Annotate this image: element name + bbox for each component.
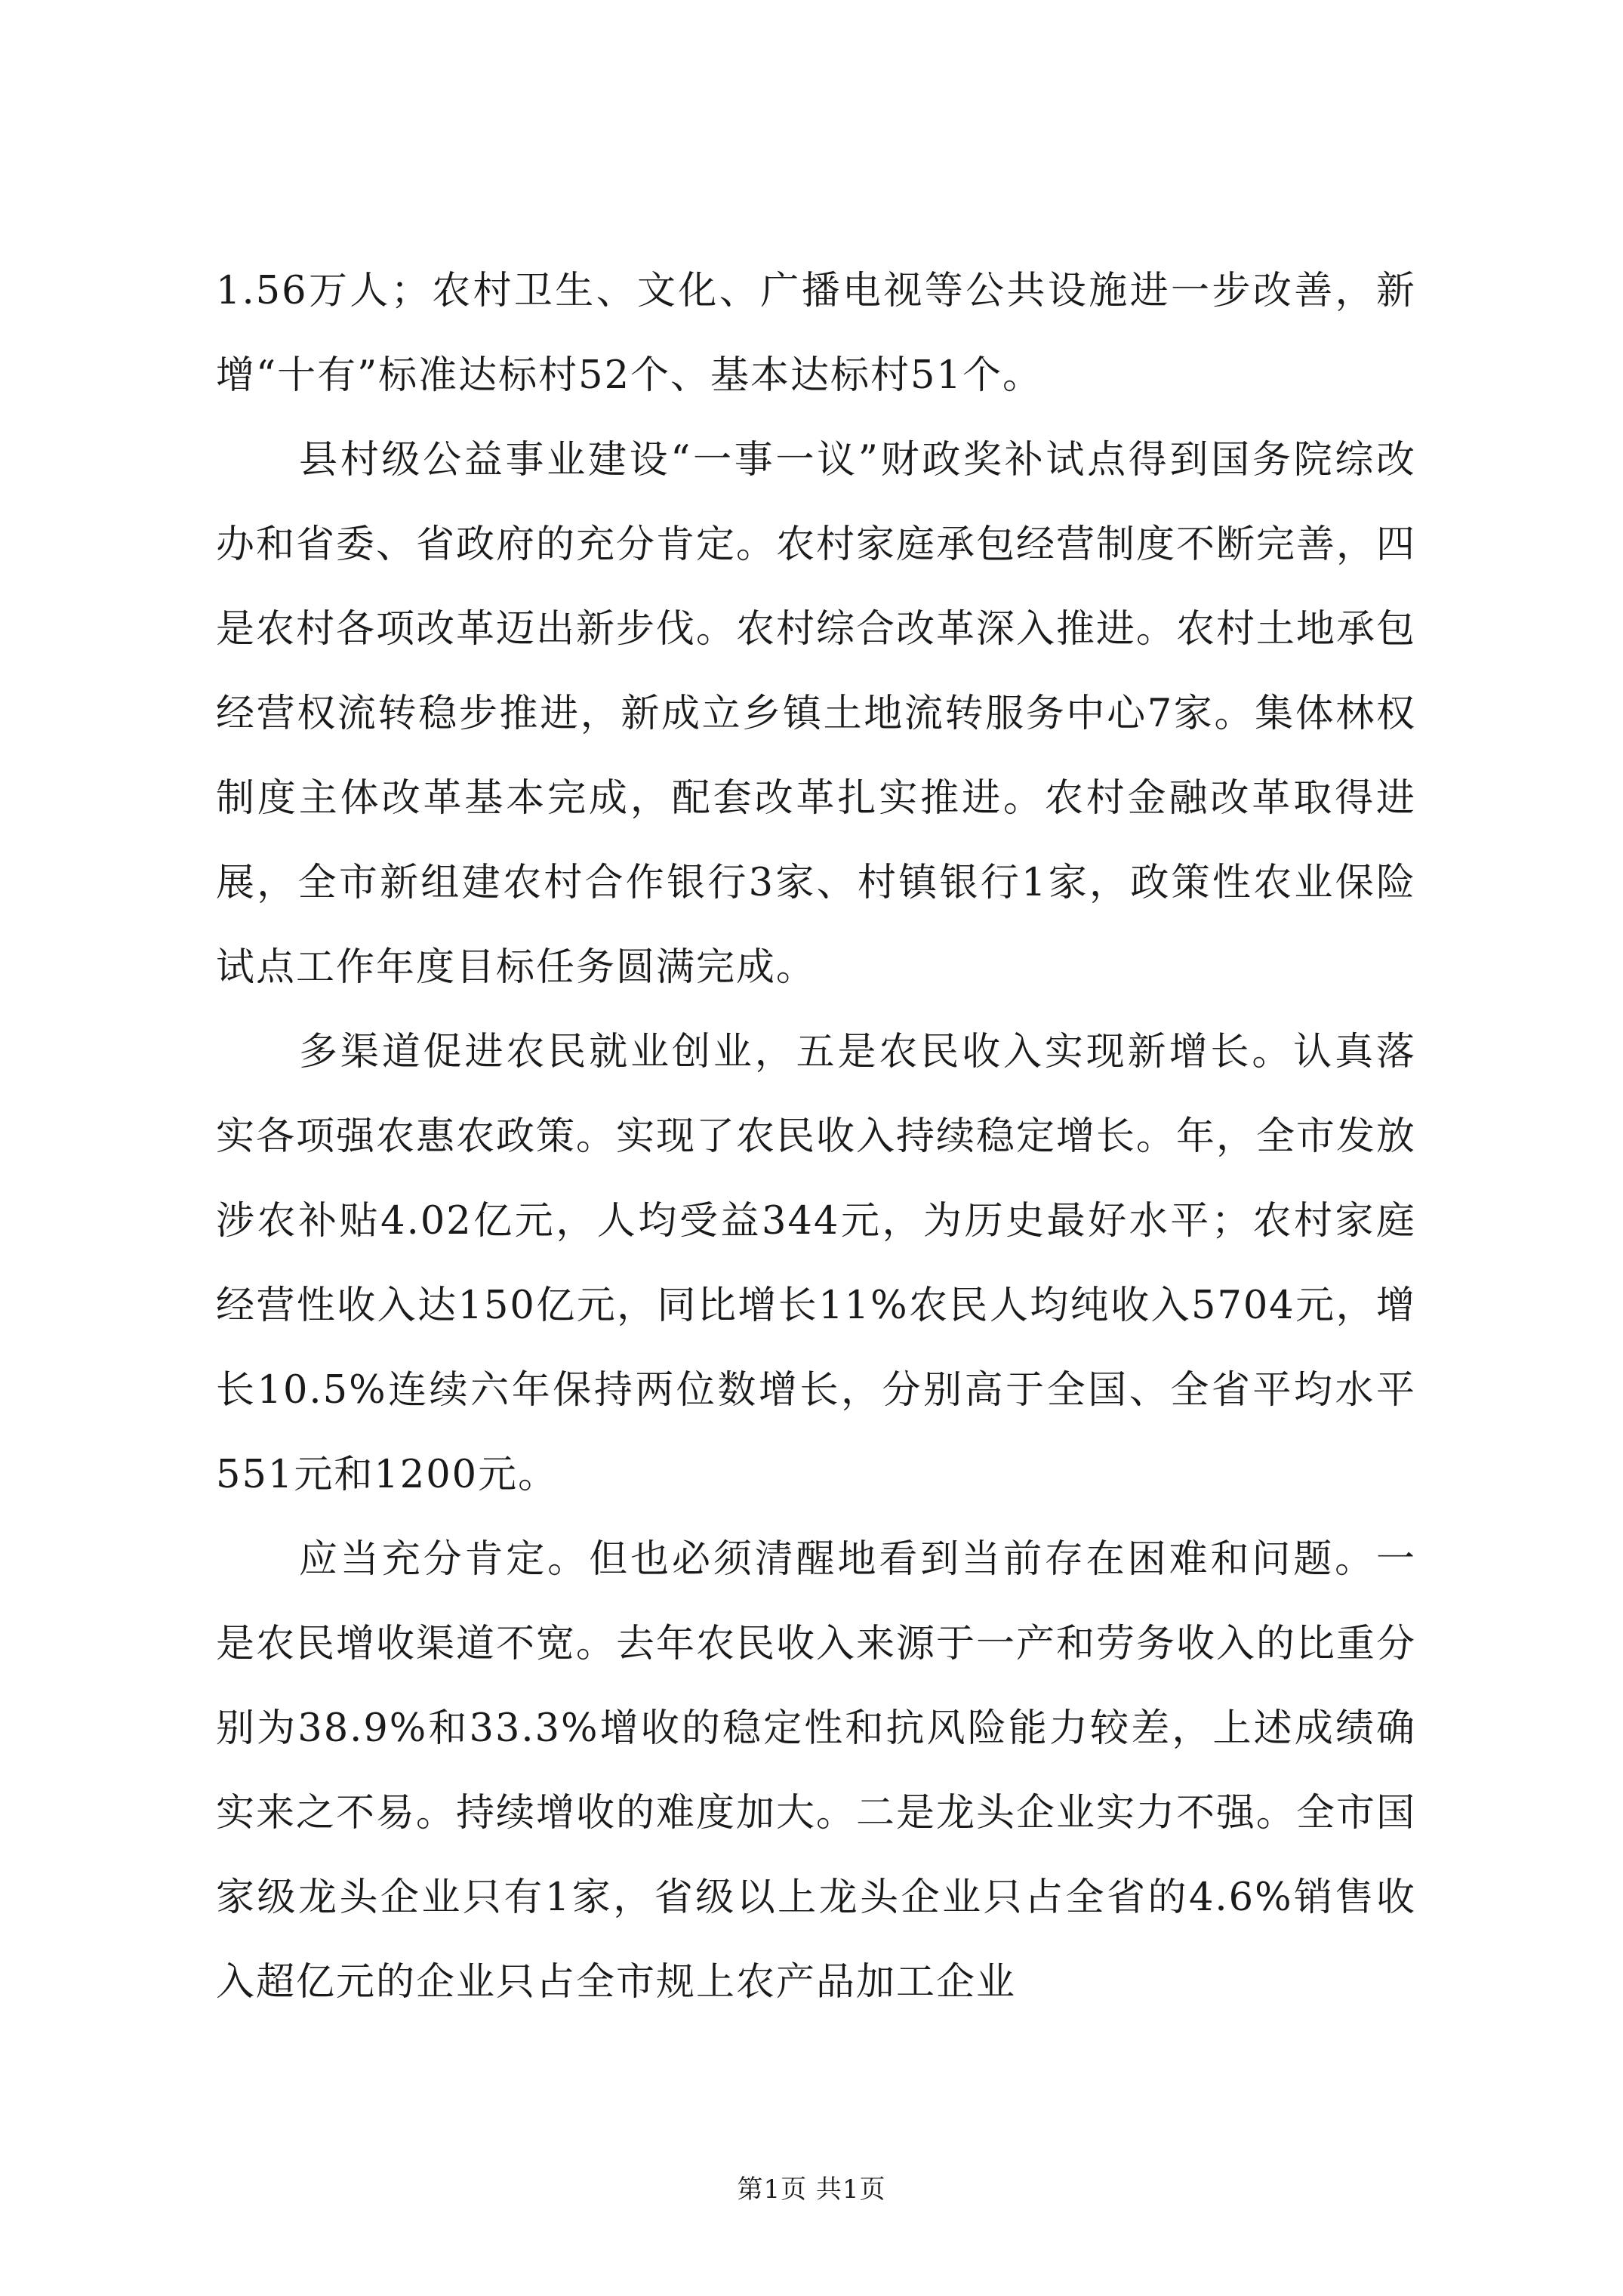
paragraph-continuation: 1.56万人；农村卫生、文化、广播电视等公共设施进一步改善，新增“十有”标准达标村52个、基本达标村51个。 <box>216 269 1416 398</box>
document-body <box>216 249 1416 2025</box>
paragraph-problems: 应当充分肯定。但也必须清醒地看到当前存在困难和问题。一是农民增收渠道不宽。去年农民收入来源于一产和劳务收入的比重分别为38.9%和33.3%增收的稳定性和抗风险能力较差，上述成绩确实来之不易。持续增收的难度加大。二是龙头企业实力不强。全市国家级龙头企业只有1家，省级以上龙头企业只占全省的4.6%销售收入超亿元的企业只占全市规上农产品加工企业 <box>216 1537 1417 2005</box>
page-footer: 第1页 共1页 <box>737 2174 886 2205</box>
paragraph-farmer-income: 多渠道促进农民就业创业，五是农民收入实现新增长。认真落实各项强农惠农政策。实现了农民收入持续稳定增长。年，全市发放涉农补贴4.02亿元，人均受益344元，为历史最好水平；农村家庭经营性收入达150亿元，同比增长11%农民人均纯收入5704元，增长10.5%连续六年保持两位数增长，分别高于全国、全省平均水平551元和1200元。 <box>216 1030 1417 1497</box>
paragraph-rural-reform: 县村级公益事业建设“一事一议”财政奖补试点得到国务院综改办和省委、省政府的充分肯定。农村家庭承包经营制度不断完善，四是农村各项改革迈出新步伐。农村综合改革深入推进。农村土地承包经营权流转稳步推进，新成立乡镇土地流转服务中心7家。集体林权制度主体改革基本完成，配套改革扎实推进。农村金融改革取得进展，全市新组建农村合作银行3家、村镇银行1家，政策性农业保险试点工作年度目标任务圆满完成。 <box>216 438 1417 990</box>
